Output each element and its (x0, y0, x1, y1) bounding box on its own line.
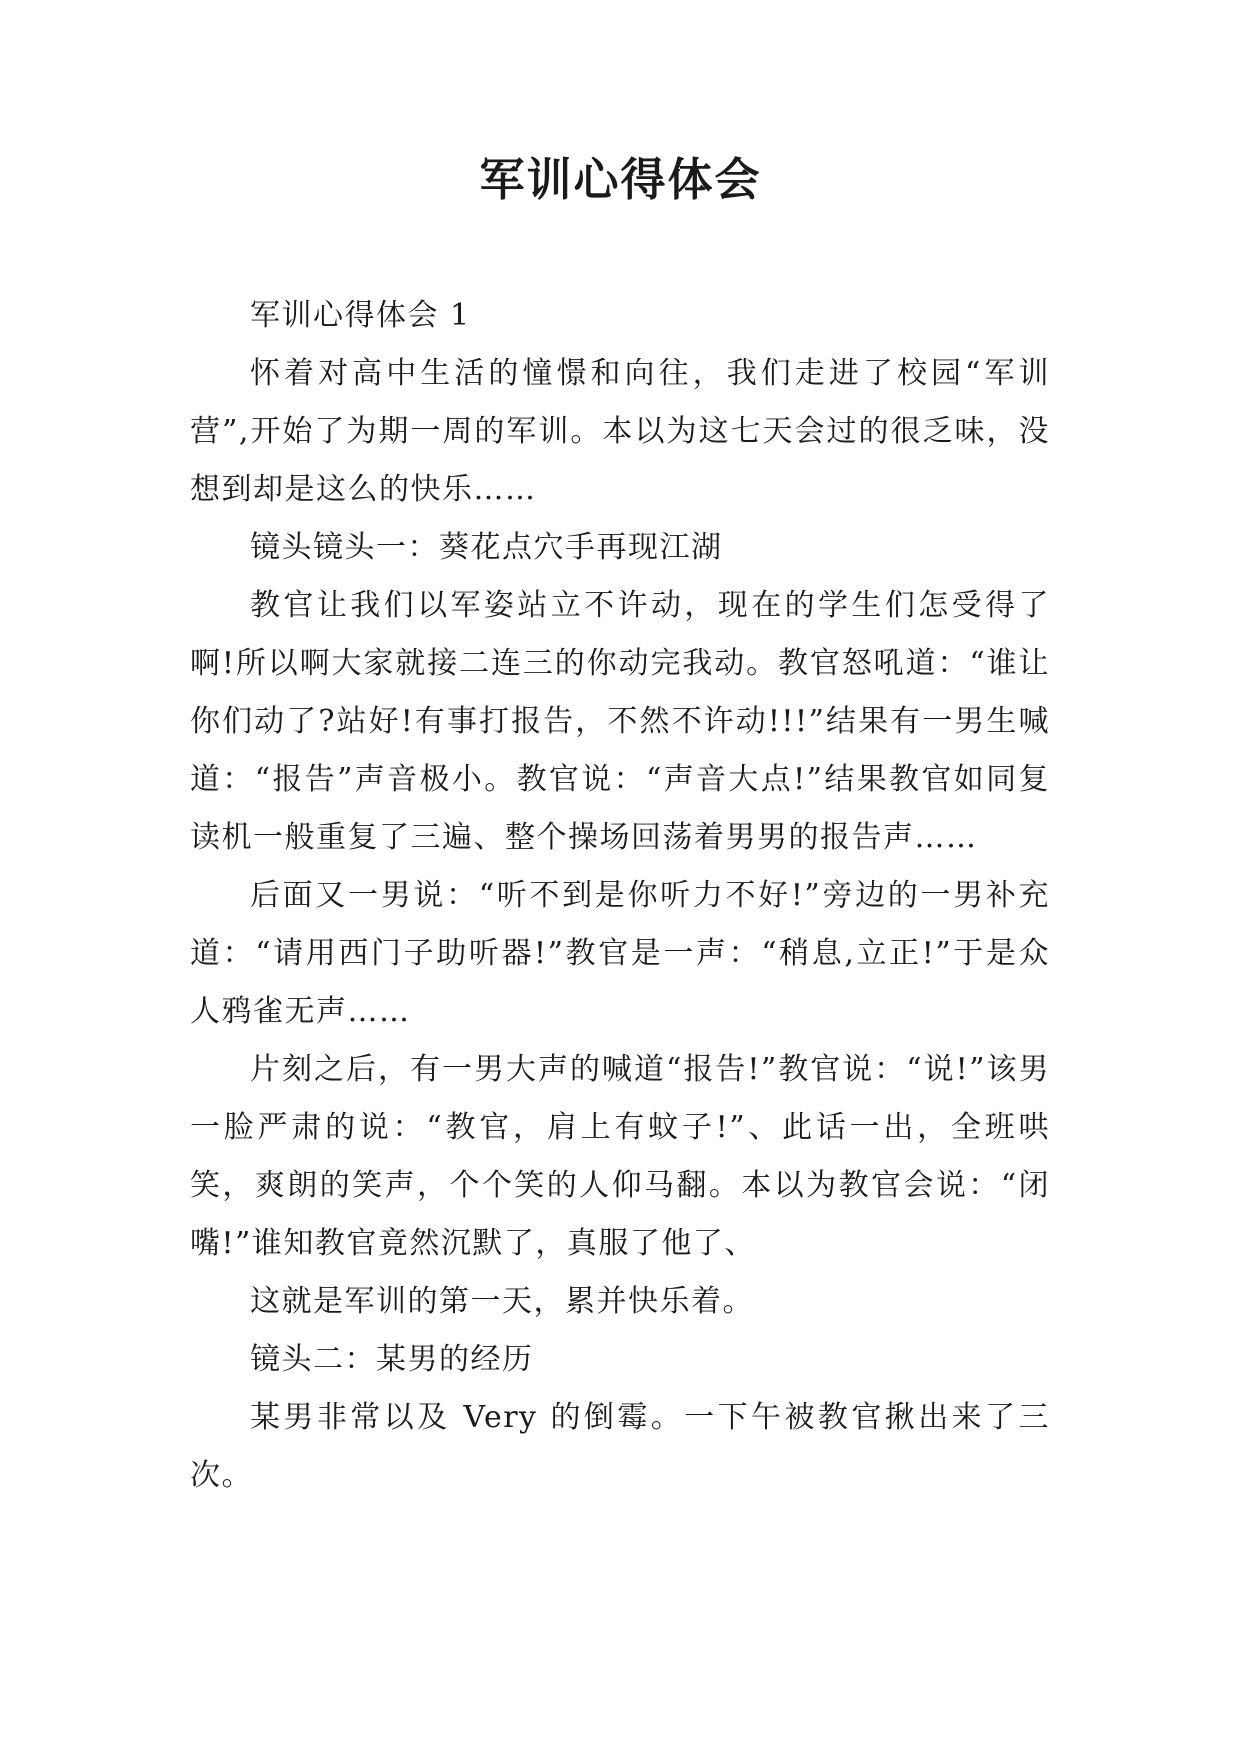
paragraph: 片刻之后，有一男大声的喊道“报告!”教官说：“说!”该男一脸严肃的说：“教官，肩上有蚊子!”、此话一出，全班哄笑，爽朗的笑声，个个笑的人仰马翻。本以为教官会说：“闭嘴!”谁知教官竟然沉默了，真服了他了、 (190, 1052, 1050, 1261)
section-heading: 军训心得体会 1 (250, 298, 471, 333)
subheading: 镜头二：某男的经历 (250, 1342, 534, 1377)
paragraph: 后面又一男说：“听不到是你听力不好!”旁边的一男补充道：“请用西门子助听器!”教官是一声：“稍息,立正!”于是众人鸦雀无声…… (190, 878, 1050, 1029)
paragraph: 怀着对高中生活的憧憬和向往，我们走进了校园“军训营”,开始了为期一周的军训。本以为这七天会过的很乏味，没想到却是这么的快乐…… (190, 356, 1050, 507)
document-body (190, 287, 1050, 1505)
document-title: 军训心得体会 (479, 153, 762, 206)
paragraph: 教官让我们以军姿站立不许动，现在的学生们怎受得了啊!所以啊大家就接二连三的你动完我动。教官怒吼道：“谁让你们动了?站好!有事打报告，不然不许动!!!”结果有一男生喊道：“报告”声音极小。教官说：“声音大点!”结果教官如同复读机一般重复了三遍、整个操场回荡着男男的报告声…… (190, 588, 1050, 855)
paragraph: 这就是军训的第一天，累并快乐着。 (250, 1284, 754, 1319)
subheading: 镜头镜头一：葵花点穴手再现江湖 (250, 530, 723, 565)
paragraph: 某男非常以及 Very 的倒霉。一下午被教官揪出来了三次。 (190, 1400, 1050, 1493)
